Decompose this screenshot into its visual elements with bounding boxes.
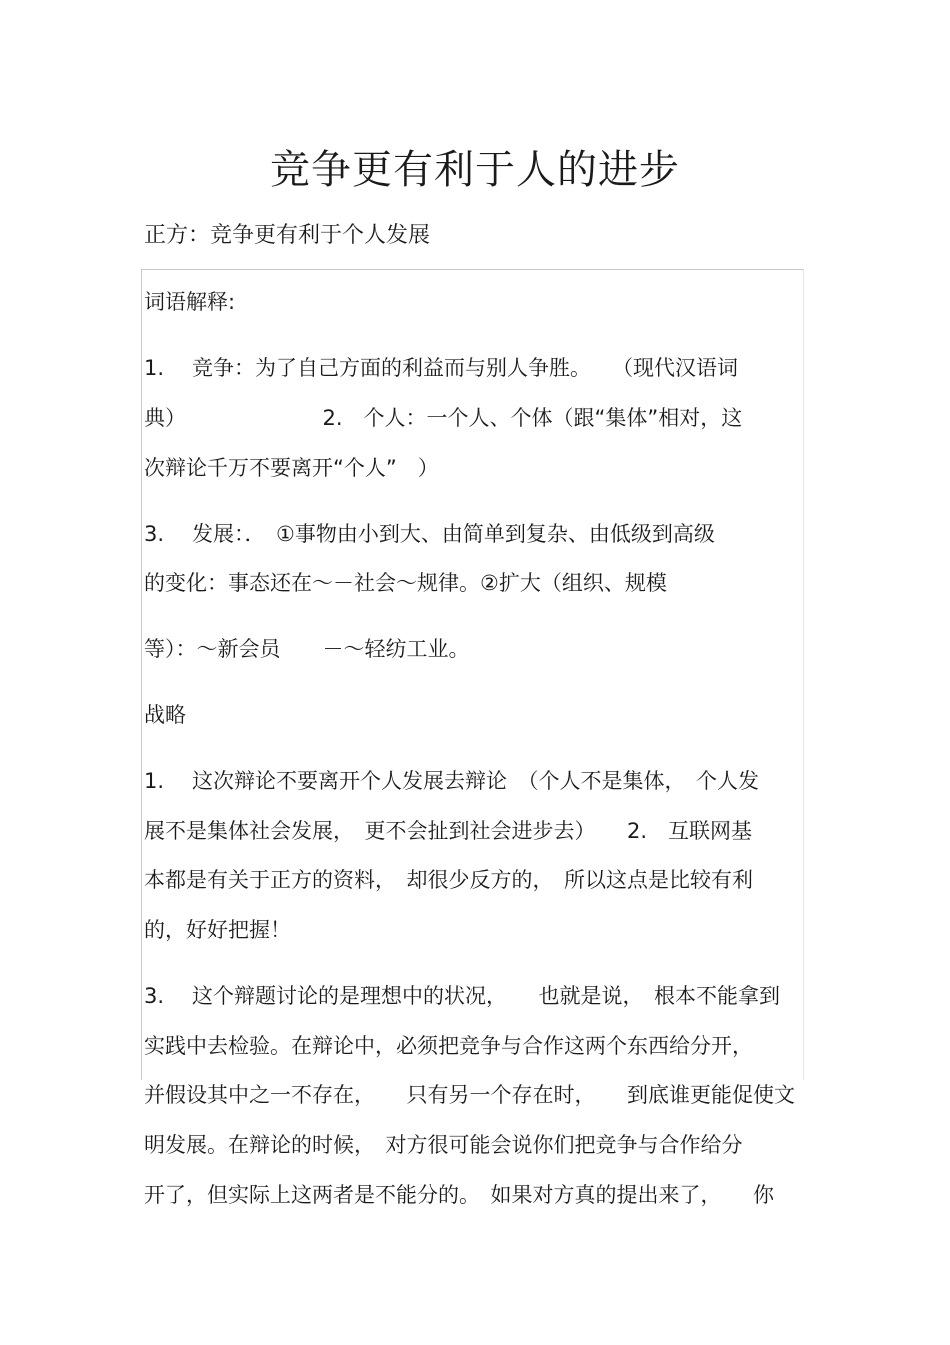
- document-title: 竞争更有利于人的进步: [270, 147, 680, 193]
- explanation-box: [141, 269, 804, 1080]
- continued-line-3: 开了，但实际上这两者是不能分的。 如果对方真的提出来了， 你: [144, 1183, 774, 1207]
- item-number: 1.: [144, 356, 165, 380]
- definition-line-5: 的变化：事态还在～－社会～规律。②扩大（组织、规模: [144, 571, 667, 595]
- strategy-text: 这次辩论不要离开个人发展去辩论 （个人不是集体， 个人发: [192, 769, 759, 793]
- definition-line-1: [144, 352, 738, 382]
- strategy-line-6: 实践中去检验。在辩论中，必须把竞争与合作这两个东西给分开，: [144, 1034, 753, 1058]
- continued-line-1: 并假设其中之一不存在， 只有另一个存在时， 到底谁更能促使文: [144, 1083, 795, 1107]
- item-number: 3.: [144, 522, 165, 546]
- strategy-line-5: [144, 980, 780, 1010]
- definition-line-3: 次辩论千万不要离开“个人” ）: [144, 456, 439, 480]
- strategy-line-2: 展不是集体社会发展， 更不会扯到社会进步去） 2. 互联网基: [144, 819, 753, 843]
- box-heading: 词语解释:: [144, 290, 236, 314]
- definition-line-2: 典） 2. 个人：一个人、个体（跟“集体”相对，这: [144, 406, 743, 430]
- definition-text: 竞争：为了自己方面的利益而与别人争胜。 （现代汉语词: [192, 356, 738, 380]
- strategy-heading: 战略: [144, 703, 186, 727]
- strategy-line-1: [144, 765, 759, 795]
- definition-line-6: 等）：～新会员 －～轻纺工业。: [144, 637, 470, 661]
- definition-line-4: [144, 518, 715, 548]
- definition-text: 发展：． ①事物由小到大、由简单到复杂、由低级到高级: [192, 522, 715, 546]
- continued-line-2: 明发展。在辩论的时候， 对方很可能会说你们把竞争与合作给分: [144, 1133, 743, 1157]
- item-number: 3.: [144, 984, 165, 1008]
- strategy-text: 这个辩题讨论的是理想中的状况， 也就是说， 根本不能拿到: [192, 984, 780, 1008]
- strategy-line-4: 的，好好把握！: [144, 918, 291, 942]
- item-number: 1.: [144, 769, 165, 793]
- document-subtitle: 正方：竞争更有利于个人发展: [144, 223, 431, 248]
- strategy-line-3: 本都是有关于正方的资料， 却很少反方的， 所以这点是比较有利: [144, 868, 753, 892]
